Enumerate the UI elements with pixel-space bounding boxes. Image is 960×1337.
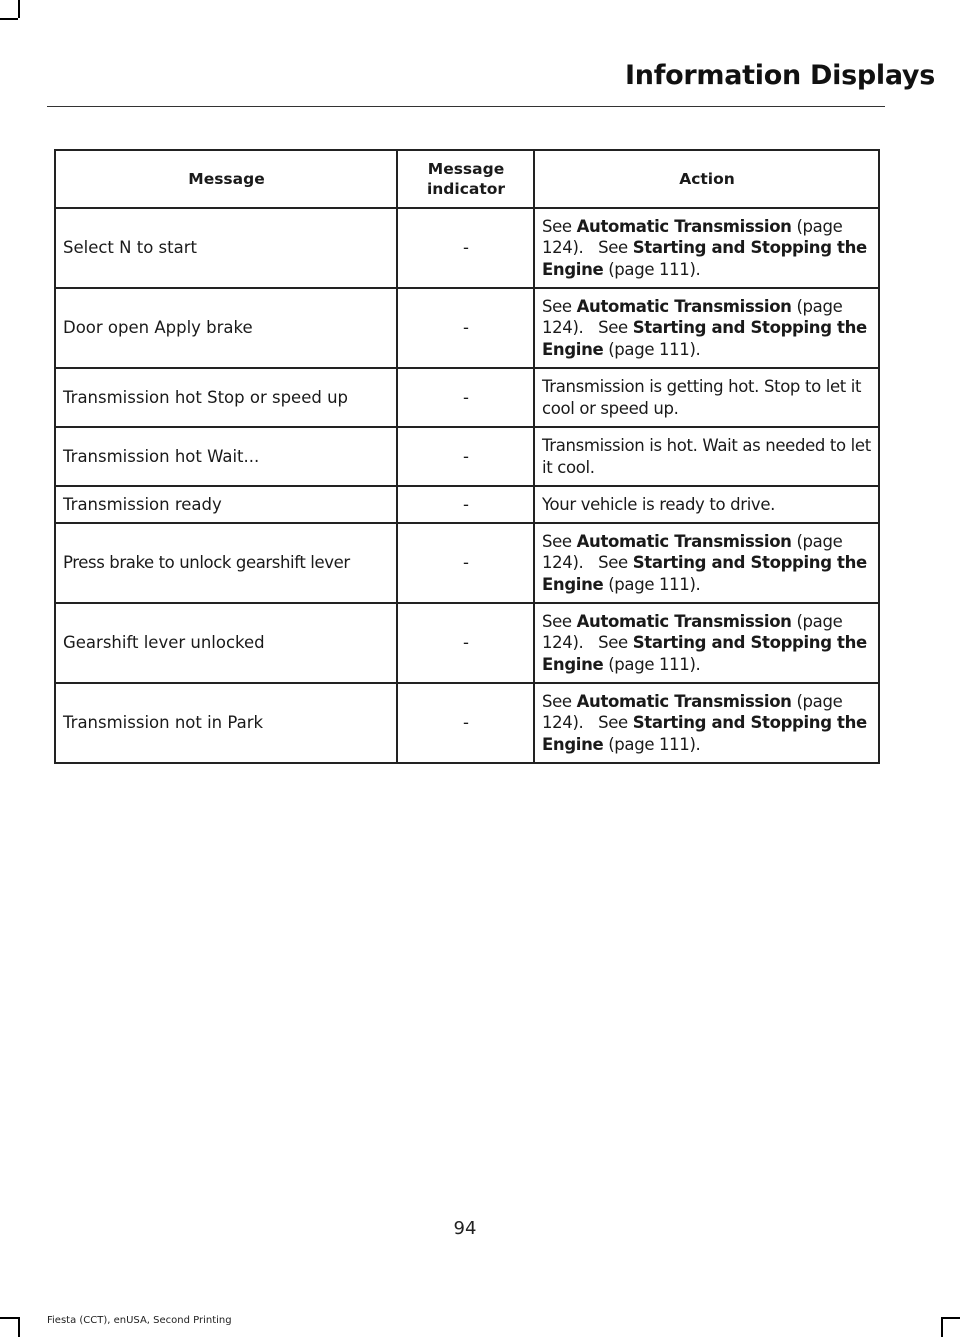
indicator-cell: - [397, 486, 534, 523]
indicator-cell: - [397, 368, 534, 427]
table-row [55, 427, 879, 486]
message-cell: Gearshift lever unlocked [55, 603, 397, 683]
table-header-row [55, 150, 879, 208]
crop-mark [0, 18, 18, 20]
table-row [55, 523, 879, 603]
cross-reference: Automatic Transmission [576, 691, 792, 711]
see-text: See [583, 553, 633, 573]
action-cell [534, 208, 879, 288]
see-text: See [542, 531, 577, 551]
action-cell [534, 523, 879, 603]
cross-reference: Starting and Stopping the Engine [542, 238, 867, 279]
page-title: Information Displays [625, 60, 935, 91]
page-reference: (page 124). [542, 531, 843, 573]
table-row [55, 486, 879, 523]
table-row [55, 683, 879, 763]
action-cell: Your vehicle is ready to drive. [534, 486, 879, 523]
table-row [55, 368, 879, 427]
column-header-message: Message [55, 150, 397, 208]
title-divider [47, 106, 885, 107]
indicator-cell: - [397, 523, 534, 603]
messages-table [54, 149, 880, 764]
page-number: 94 [453, 1218, 477, 1239]
page-reference: (page 124). [542, 691, 843, 733]
message-cell: Door open Apply brake [55, 288, 397, 368]
indicator-cell: - [397, 288, 534, 368]
cross-reference: Automatic Transmission [576, 531, 792, 551]
indicator-cell: - [397, 683, 534, 763]
action-cell [534, 603, 879, 683]
page-reference: (page 124). [542, 296, 843, 338]
table-row [55, 603, 879, 683]
message-cell: Transmission hot Wait... [55, 427, 397, 486]
message-cell: Transmission hot Stop or speed up [55, 368, 397, 427]
page-reference: (page 111). [603, 734, 701, 754]
page-reference: (page 111). [603, 574, 701, 594]
crop-mark [18, 1317, 20, 1337]
see-text: See [542, 216, 577, 236]
column-header-action: Action [534, 150, 879, 208]
cross-reference: Starting and Stopping the Engine [542, 318, 867, 359]
cross-reference: Automatic Transmission [576, 296, 792, 316]
see-text: See [542, 296, 577, 316]
cross-reference: Automatic Transmission [576, 611, 792, 631]
crop-mark [0, 1317, 18, 1319]
cross-reference: Starting and Stopping the Engine [542, 713, 867, 754]
page-reference: (page 111). [603, 339, 701, 359]
see-text: See [583, 238, 633, 258]
page-reference: (page 124). [542, 216, 843, 258]
cross-reference: Starting and Stopping the Engine [542, 553, 867, 594]
crop-mark [18, 0, 20, 18]
crop-mark [943, 1317, 960, 1319]
cross-reference: Starting and Stopping the Engine [542, 633, 867, 674]
cross-reference: Automatic Transmission [576, 216, 792, 236]
action-cell: Transmission is hot. Wait as needed to let it cool. [534, 427, 879, 486]
column-header-indicator: Message indicator [397, 150, 534, 208]
indicator-cell: - [397, 603, 534, 683]
message-cell: Transmission ready [55, 486, 397, 523]
indicator-cell: - [397, 427, 534, 486]
see-text: See [583, 713, 633, 733]
action-cell [534, 288, 879, 368]
message-cell: Press brake to unlock gearshift lever [55, 523, 397, 603]
action-cell: Transmission is getting hot. Stop to let it cool or speed up. [534, 368, 879, 427]
message-cell: Select N to start [55, 208, 397, 288]
indicator-cell: - [397, 208, 534, 288]
see-text: See [542, 611, 577, 631]
table-row [55, 208, 879, 288]
see-text: See [542, 691, 577, 711]
page-reference: (page 124). [542, 611, 843, 653]
see-text: See [583, 633, 633, 653]
page-reference: (page 111). [603, 259, 701, 279]
page-reference: (page 111). [603, 654, 701, 674]
message-cell: Transmission not in Park [55, 683, 397, 763]
table-row [55, 288, 879, 368]
see-text: See [583, 318, 633, 338]
crop-mark [941, 1317, 943, 1337]
action-cell [534, 683, 879, 763]
footer-edition: Fiesta (CCT), enUSA, Second Printing [47, 1315, 232, 1326]
